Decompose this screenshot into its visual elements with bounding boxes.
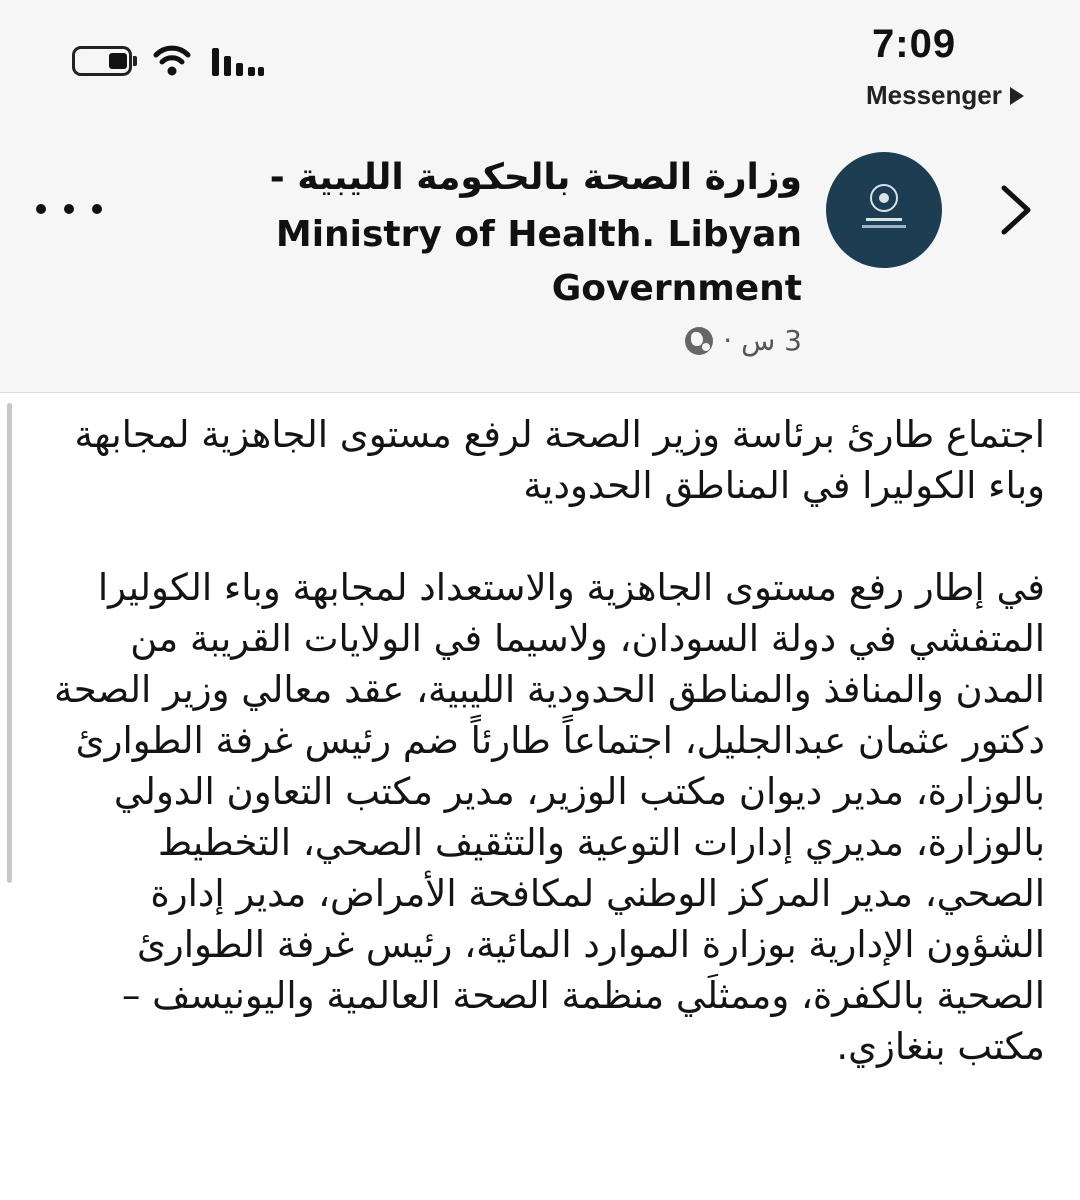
- scrollbar[interactable]: [7, 403, 12, 883]
- page-name-arabic: وزارة الصحة بالحكومة الليبية -: [269, 157, 802, 198]
- status-time: 7:09: [872, 22, 957, 66]
- chevron-right-icon[interactable]: [990, 180, 1040, 240]
- back-app-label: Messenger: [866, 80, 1002, 110]
- page-name[interactable]: [182, 148, 802, 316]
- post-headline: اجتماع طارئ برئاسة وزير الصحة لرفع مستوى الجاهزية لمجابهة وباء الكوليرا في المناطق الحدودية: [74, 413, 1045, 507]
- post-header: [0, 120, 1080, 393]
- post-body: [0, 393, 1080, 1200]
- signal-bars-icon: [212, 46, 264, 76]
- globe-icon: [685, 327, 713, 355]
- play-triangle-icon: [1010, 87, 1024, 105]
- status-bar: [0, 0, 1080, 120]
- more-options-button[interactable]: [36, 192, 102, 226]
- battery-icon: [72, 46, 132, 76]
- more-horizontal-icon: [36, 204, 46, 214]
- page-name-english-line2: Government: [551, 268, 802, 309]
- wifi-icon: [152, 40, 192, 80]
- post-meta: [685, 324, 802, 357]
- page-name-english-line1: Ministry of Health. Libyan: [275, 214, 802, 255]
- page-avatar[interactable]: [826, 152, 942, 268]
- ministry-logo-icon: [870, 184, 898, 212]
- post-text: [40, 409, 1045, 1072]
- post-timestamp: 3 س ·: [723, 324, 802, 357]
- post-paragraph: في إطار رفع مستوى الجاهزية والاستعداد لمجابهة وباء الكوليرا المتفشي في دولة السودان، ولاسيما في الولايات القريبة من المدن والمنافذ والمناطق الحدودية الليبية، عقد معالي وزير الصحة دكتور عثمان عبدالجليل، اجتماعاً طارئاً ضم رئيس غرفة الطوارئ بالوزارة، مدير ديوان مكتب الوزير، مدير مكتب التعاون الدولي بالوزارة، مديري إدارات التوعية والتثقيف الصحي، التخطيط الصحي، مدير المركز الوطني لمكافحة الأمراض، مدير إدارة الشؤون الإدارية بوزارة الموارد المائية، رئيس غرفة الطوارئ الصحية بالكفرة، وممثلَي منظمة الصحة العالمية واليونيسف – مكتب بنغازي.: [53, 566, 1045, 1068]
- back-to-app-link[interactable]: [866, 80, 1024, 111]
